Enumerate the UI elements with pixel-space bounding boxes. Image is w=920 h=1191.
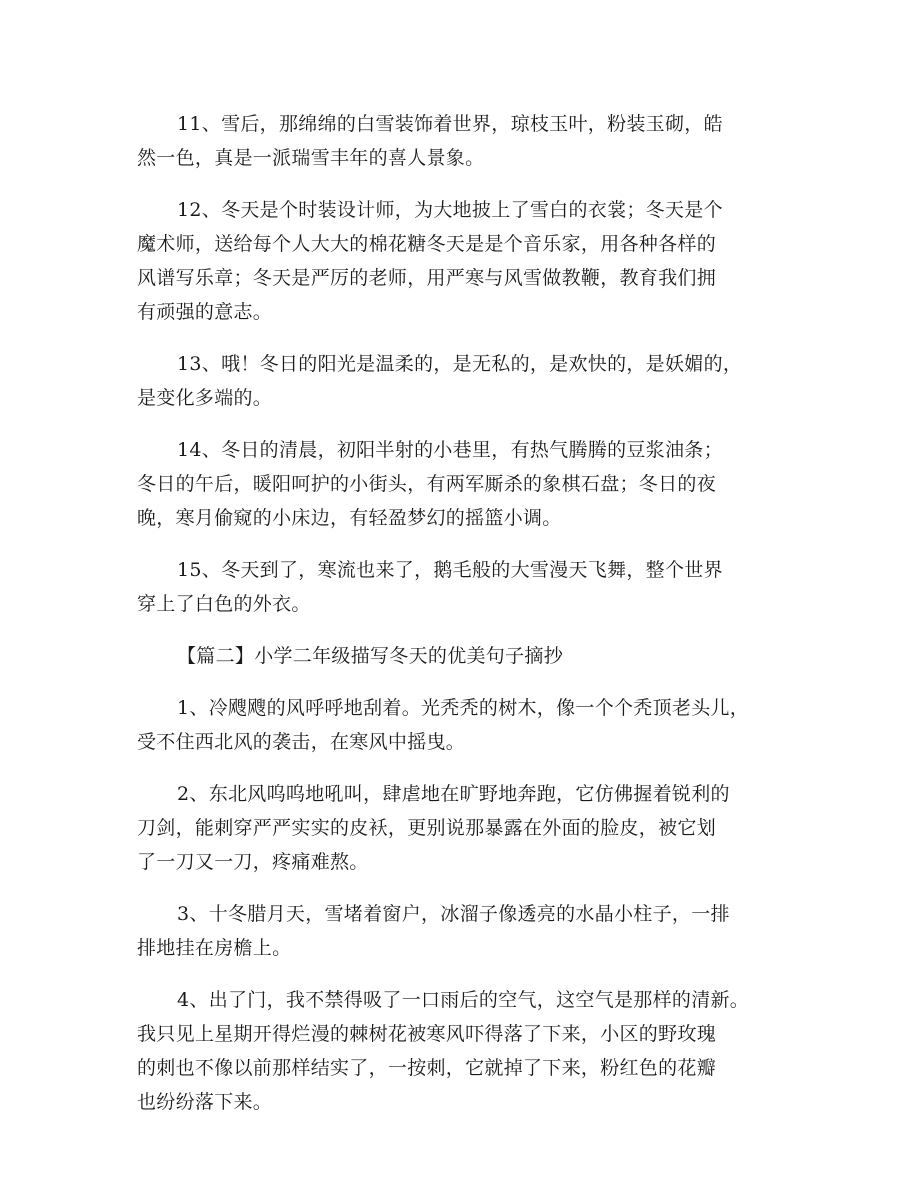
paragraph-line: 晚，寒月偷窥的小床边，有轻盈梦幻的摇篮小调。	[137, 507, 562, 529]
paragraph-line: 13、哦！冬日的阳光是温柔的，是无私的，是欢快的，是妖媚的，	[177, 353, 743, 375]
paragraph-15	[137, 553, 797, 621]
section-paragraph-4	[137, 983, 797, 1119]
paragraph-line: 有顽强的意志。	[137, 301, 273, 323]
paragraph-13	[137, 347, 797, 415]
paragraph-line: 风谱写乐章；冬天是严厉的老师，用严寒与风雪做教鞭，教育我们拥	[137, 267, 717, 289]
paragraph-line: 3、十冬腊月天，雪堵着窗户，冰溜子像透亮的水晶小柱子，一排	[177, 903, 730, 925]
paragraph-line: 穿上了白色的外衣。	[137, 593, 311, 615]
paragraph-line: 15、冬天到了，寒流也来了，鹅毛般的大雪漫天飞舞，整个世界	[177, 559, 723, 581]
paragraph-line: 魔术师，送给每个人大大的棉花糖冬天是是个音乐家，用各种各样的	[137, 233, 717, 255]
paragraph-line: 12、冬天是个时装设计师，为大地披上了雪白的衣裳；冬天是个	[177, 199, 723, 221]
paragraph-line: 的刺也不像以前那样结实了，一按刺，它就掉了下来，粉红色的花瓣	[137, 1057, 717, 1079]
section-paragraph-2	[137, 777, 797, 879]
paragraph-line: 1、冷飕飕的风呼呼地刮着。光秃秃的树木，像一个个秃顶老头儿，	[177, 697, 750, 719]
section-heading: 【篇二】小学二年级描写冬天的优美句子摘抄	[177, 645, 564, 667]
paragraph-line: 4、出了门，我不禁得吸了一口雨后的空气，这空气是那样的清新。	[177, 989, 750, 1011]
paragraph-14	[137, 433, 797, 535]
paragraph-line: 了一刀又一刀，疼痛难熬。	[137, 851, 369, 873]
paragraph-line: 14、冬日的清晨，初阳半射的小巷里，有热气腾腾的豆浆油条；	[177, 439, 723, 461]
paragraph-12	[137, 193, 797, 329]
paragraph-line: 2、东北风呜呜地吼叫，肆虐地在旷野地奔跑，它仿佛握着锐利的	[177, 783, 730, 805]
paragraph-line: 然一色，真是一派瑞雪丰年的喜人景象。	[137, 147, 485, 169]
paragraph-line: 受不住西北风的袭击，在寒风中摇曳。	[137, 731, 466, 753]
paragraph-line: 我只见上星期开得烂漫的棘树花被寒风吓得落了下来，小区的野玫瑰	[137, 1023, 717, 1045]
paragraph-line: 11、雪后，那绵绵的白雪装饰着世界，琼枝玉叶，粉装玉砌，皓	[177, 113, 723, 135]
paragraph-line: 是变化多端的。	[137, 387, 273, 409]
document-body	[137, 107, 797, 1137]
section-paragraph-1	[137, 691, 797, 759]
section-paragraph-3	[137, 897, 797, 965]
paragraph-line: 刀剑，能刺穿严严实实的皮袄，更别说那暴露在外面的脸皮，被它划	[137, 817, 717, 839]
paragraph-line: 也纷纷落下来。	[137, 1091, 273, 1113]
paragraph-line: 冬日的午后，暖阳呵护的小街头，有两军厮杀的象棋石盘；冬日的夜	[137, 473, 717, 495]
paragraph-line: 排地挂在房檐上。	[137, 937, 292, 959]
paragraph-11	[137, 107, 797, 175]
